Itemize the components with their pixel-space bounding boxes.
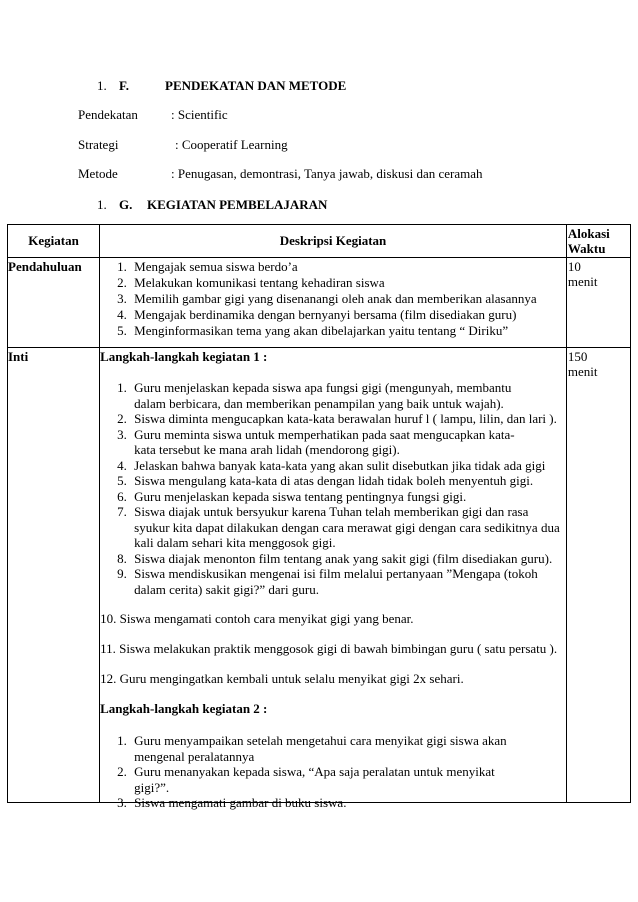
step-number: 1.	[117, 380, 127, 395]
step-number: 3.	[117, 795, 127, 810]
step-line: Jelaskan bahwa banyak kata-kata yang akan sulit disebutkan jika tidak ada gigi	[134, 457, 546, 473]
step-number: 9.	[117, 566, 127, 581]
step-number: 2.	[117, 764, 127, 779]
step-line: Guru meminta siswa untuk memperhatikan pada saat mengucapkan kata-	[134, 426, 515, 442]
step-line: kali dalam sehari kita menggosok gigi.	[134, 535, 336, 550]
step-line: Guru menjelaskan kepada siswa apa fungsi gigi (mengunyah, membantu	[134, 380, 512, 395]
step-number: 7.	[117, 504, 127, 519]
inti-time-value: 150	[567, 349, 588, 364]
inti-name: Inti	[8, 349, 29, 364]
step-line: Siswa diajak untuk bersyukur karena Tuhan telah memberikan gigi dan rasa	[134, 504, 529, 519]
field-pendekatan-label: Pendekatan	[78, 107, 138, 122]
step-line: Siswa mendiskusikan mengenai isi film melalui pertanyaan ”Mengapa (tokoh	[134, 566, 538, 581]
step-line: gigi?”.	[134, 779, 170, 795]
step-line: dalam cerita) sakit gigi?” dari guru.	[134, 581, 319, 597]
paragraph-11: 11. Siswa melakukan praktik menggosok gigi di bawah bimbingan guru ( satu persatu ).	[100, 641, 558, 656]
list-item-number: 2.	[117, 275, 127, 290]
step-line: dalam berbicara, dan memberikan penampilan yang baik untuk wajah).	[134, 395, 504, 411]
inti-time-cell	[566, 348, 630, 803]
step-number: 2.	[117, 411, 127, 426]
header-alokasi-line1: Alokasi	[567, 226, 610, 241]
table-header-row	[8, 225, 631, 258]
list-item-number: 5.	[117, 323, 127, 338]
table-row-pendahuluan	[8, 258, 631, 348]
section-f-heading	[97, 78, 347, 94]
field-strategi-label: Strategi	[78, 137, 119, 152]
step-line: Siswa mengamati gambar di buku siswa.	[134, 795, 347, 810]
header-kegiatan: Kegiatan	[8, 225, 100, 258]
inti-time-unit: menit	[567, 364, 598, 379]
inti-heading-1: Langkah-langkah kegiatan 1 :	[100, 349, 268, 364]
list-item: Mengajak berdinamika dengan bernyanyi bersama (film disediakan guru)	[134, 307, 517, 322]
step-line: syukur kita dapat dilakukan dengan cara merawat gigi dengan cara sedikitnya dua	[134, 519, 560, 535]
step-line: kata tersebut ke mana arah lidah (mendorong gigi).	[134, 442, 400, 457]
list-item: Melakukan komunikasi tentang kehadiran siswa	[134, 275, 385, 290]
section-f-letter: F.	[119, 78, 129, 93]
paragraph-10: 10. Siswa mengamati contoh cara menyikat gigi yang benar.	[100, 611, 414, 626]
field-metode-value: : Penugasan, demontrasi, Tanya jawab, diskusi dan ceramah	[171, 166, 483, 181]
step-line: Guru menjelaskan kepada siswa tentang pentingnya fungsi gigi.	[134, 488, 467, 504]
section-g-title: KEGIATAN PEMBELAJARAN	[147, 197, 328, 212]
step-line: Siswa diajak menonton film tentang anak yang sakit gigi (film disediakan guru).	[134, 550, 553, 566]
list-item: Memilih gambar gigi yang disenanangi oleh anak dan memberikan alasannya	[134, 291, 537, 306]
section-g-letter: G.	[119, 197, 133, 212]
pendahuluan-desc-cell	[100, 258, 567, 348]
inti-name-cell	[8, 348, 100, 803]
step-number: 5.	[117, 473, 127, 488]
section-f-title: PENDEKATAN DAN METODE	[165, 78, 347, 93]
pendahuluan-time-unit: menit	[567, 274, 598, 289]
step-number: 1.	[117, 733, 127, 748]
activity-table	[7, 224, 631, 810]
header-deskripsi: Deskripsi Kegiatan	[100, 225, 567, 258]
list-item: Mengajak semua siswa berdo’a	[134, 259, 298, 274]
section-g-heading	[97, 197, 328, 213]
pendahuluan-time-value: 10	[567, 259, 581, 274]
field-strategi-value: : Cooperatif Learning	[175, 137, 288, 152]
header-alokasi	[566, 225, 630, 258]
pendahuluan-name-cell	[8, 258, 100, 348]
field-metode-label: Metode	[78, 166, 118, 181]
step-line: Siswa mengulang kata-kata di atas dengan lidah tidak boleh menyentuh gigi.	[134, 473, 534, 488]
list-item-number: 3.	[117, 291, 127, 306]
step-number: 3.	[117, 426, 127, 442]
list-item: Menginformasikan tema yang akan dibelajarkan yaitu tentang “ Diriku”	[134, 323, 509, 338]
section-g-number: 1.	[97, 197, 107, 212]
inti-heading-2: Langkah-langkah kegiatan 2 :	[100, 701, 268, 716]
step-number: 6.	[117, 488, 127, 504]
pendahuluan-name: Pendahuluan	[8, 259, 82, 274]
inti-desc-cell	[100, 348, 567, 810]
step-number: 8.	[117, 550, 127, 566]
pendahuluan-time-cell	[566, 258, 630, 348]
table-row-inti	[8, 348, 631, 803]
header-alokasi-line2: Waktu	[567, 241, 606, 256]
field-pendekatan-value: : Scientific	[171, 107, 228, 122]
list-item-number: 1.	[117, 259, 127, 274]
section-f-number: 1.	[97, 78, 107, 93]
step-line: mengenal peralatannya	[134, 748, 255, 764]
step-line: Guru menyampaikan setelah mengetahui cara menyikat gigi siswa akan	[134, 733, 507, 748]
step-number: 4.	[117, 457, 127, 473]
list-item-number: 4.	[117, 307, 127, 322]
step-line: Guru menanyakan kepada siswa, “Apa saja peralatan untuk menyikat	[134, 764, 495, 779]
step-line: Siswa diminta mengucapkan kata-kata berawalan huruf l ( lampu, lilin, dan lari ).	[134, 411, 557, 426]
paragraph-12: 12. Guru mengingatkan kembali untuk selalu menyikat gigi 2x sehari.	[100, 671, 464, 686]
